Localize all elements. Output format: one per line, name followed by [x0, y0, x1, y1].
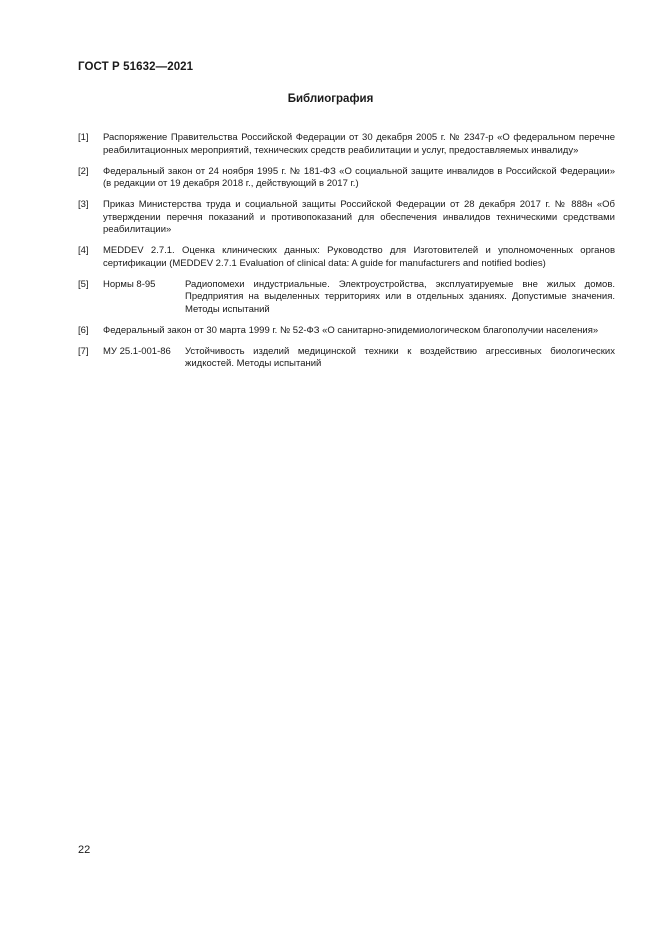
- bibliography-title: Библиография: [287, 93, 374, 105]
- page-number: 22: [78, 844, 91, 856]
- entry-text: Приказ Министерства труда и социальной защиты Российской Федерации от 28 декабря 2017 г. № 888н «Об утверждении перечня показаний и противопоказаний для обеспечения инвалидов техническими средствами реабилитации»: [103, 199, 615, 235]
- entry-text: Федеральный закон от 24 ноября 1995 г. № 181-ФЗ «О социальной защите инвалидов в Российской Федерации» (в редакции от 19 декабря 2018 г., действующий в 2017 г.): [103, 165, 615, 189]
- bibliography-entry-2: [78, 166, 615, 191]
- entry-number: [6]: [78, 324, 89, 336]
- bibliography-entry-6: [78, 325, 615, 338]
- entry-code: Нормы 8-95: [103, 278, 156, 290]
- bibliography-entry-1: [78, 132, 615, 157]
- entry-text: Устойчивость изделий медицинской техники к воздействию агрессивных биологических жидкостей. Методы испытаний: [185, 345, 615, 369]
- entry-text: Распоряжение Правительства Российской Федерации от 30 декабря 2005 г. № 2347-р «О федеральном перечне реабилитационных мероприятий, технических средств реабилитации и услуг, предоставляемых инвалиду»: [103, 132, 615, 156]
- document-standard-header: ГОСТ Р 51632—2021: [78, 61, 194, 73]
- entry-code: МУ 25.1-001-86: [103, 345, 171, 357]
- entry-number: [7]: [78, 345, 89, 357]
- bibliography-entry-4: [78, 245, 615, 270]
- entry-number: [2]: [78, 165, 89, 177]
- entry-text: Радиопомехи индустриальные. Электроустройства, эксплуатируемые вне жилых домов. Предприятия на выделенных территориях или в отдельных зданиях. Допустимые значения. Методы испытаний: [185, 278, 615, 315]
- bibliography-entry-7: [78, 346, 615, 371]
- entry-text: MEDDEV 2.7.1. Оценка клинических данных: Руководство для Изготовителей и уполномоченных органов сертификации (MEDDEV 2.7.1 Evaluation of clinical data: A guide for manufacturers and notified bodies): [103, 245, 615, 269]
- bibliography-entry-5: [78, 279, 615, 317]
- entry-number: [4]: [78, 245, 89, 256]
- bibliography-list: [78, 132, 615, 379]
- entry-text: Федеральный закон от 30 марта 1999 г. № 52-ФЗ «О санитарно-эпидемиологическом благополучии населения»: [103, 324, 599, 336]
- entry-number: [1]: [78, 132, 89, 143]
- entry-number: [3]: [78, 199, 89, 210]
- entry-number: [5]: [78, 278, 89, 290]
- bibliography-entry-3: [78, 199, 615, 237]
